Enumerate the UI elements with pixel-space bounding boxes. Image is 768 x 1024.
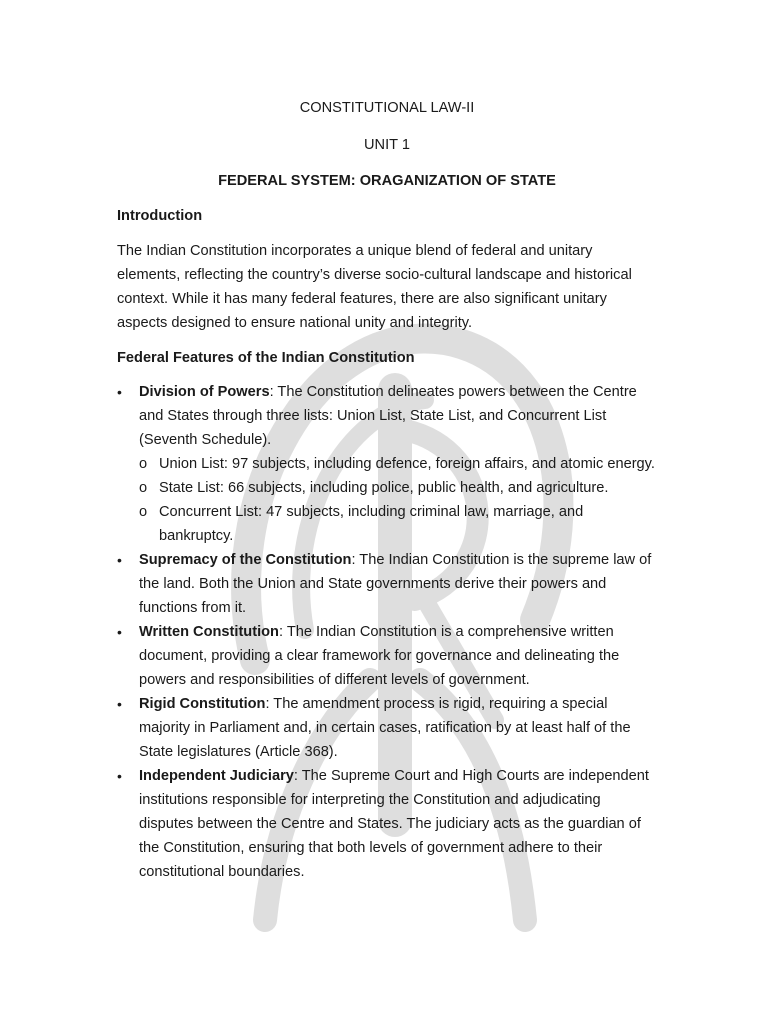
feature-text: : The Indian Constitution is the supreme law of the land. Both the Union and State governments derive their powers and functions from it. <box>139 552 652 616</box>
sub-bullet-icon: o <box>139 504 148 520</box>
sub-bullet-icon: o <box>139 456 148 472</box>
feature-term: Supremacy of the Constitution <box>139 552 352 568</box>
sub-list <box>139 452 657 548</box>
sub-bullet-icon: o <box>139 480 148 496</box>
unit-title: UNIT 1 <box>364 137 410 153</box>
feature-text: : The amendment process is rigid, requiring a special majority in Parliament and, in certain cases, ratification by at least half of the State legislatures (Article 368). <box>139 696 631 760</box>
features-heading: Federal Features of the Indian Constitution <box>117 350 415 366</box>
intro-heading: Introduction <box>117 208 203 224</box>
feature-text: : The Constitution delineates powers between the Centre and States through three lists: Union List, State List, and Concurrent List (Seventh Schedule). <box>139 384 637 448</box>
list-item <box>117 548 657 620</box>
sub-list-item <box>139 476 657 500</box>
feature-text: : The Supreme Court and High Courts are independent institutions responsible for interpreting the Constitution and adjudicating disputes between the Centre and States. The judiciary acts as the guardian of the Constitution, ensuring that both levels of government adhere to their constitutional boundaries. <box>139 768 649 880</box>
list-item <box>117 380 657 548</box>
feature-term: Rigid Constitution <box>139 696 266 712</box>
feature-term: Independent Judiciary <box>139 768 294 784</box>
list-item <box>117 764 657 884</box>
features-list <box>117 380 657 884</box>
sub-list-item <box>139 500 657 548</box>
bullet-icon: • <box>117 384 122 400</box>
document-body <box>117 96 657 884</box>
list-item <box>117 692 657 764</box>
sub-item-text: Union List: 97 subjects, including defence, foreign affairs, and atomic energy. <box>159 456 655 472</box>
bullet-icon: • <box>117 696 122 712</box>
list-item <box>117 620 657 692</box>
feature-term: Written Constitution <box>139 624 279 640</box>
sub-item-text: State List: 66 subjects, including police, public health, and agriculture. <box>159 480 609 496</box>
intro-paragraph: The Indian Constitution incorporates a unique blend of federal and unitary elements, reflecting the country’s diverse socio-cultural landscape and historical context. While it has many federal features, there are also significant unitary aspects designed to ensure national unity and integrity. <box>117 243 632 331</box>
course-title: CONSTITUTIONAL LAW-II <box>299 100 475 116</box>
sub-list-item <box>139 452 657 476</box>
feature-term: Division of Powers <box>139 384 270 400</box>
bullet-icon: • <box>117 552 122 568</box>
feature-text: : The Indian Constitution is a comprehensive written document, providing a clear framework for governance and delineating the powers and responsibilities of different levels of government. <box>139 624 620 688</box>
bullet-icon: • <box>117 768 122 784</box>
sub-item-text: Concurrent List: 47 subjects, including criminal law, marriage, and bankruptcy. <box>159 504 584 544</box>
chapter-title: FEDERAL SYSTEM: ORAGANIZATION OF STATE <box>218 173 556 189</box>
bullet-icon: • <box>117 624 122 640</box>
